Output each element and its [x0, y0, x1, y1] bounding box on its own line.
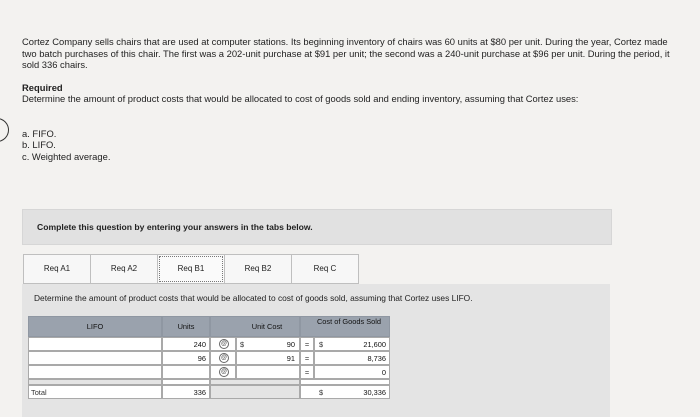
- row1-description-input[interactable]: [28, 337, 162, 351]
- tab-req-c[interactable]: Req C: [291, 254, 359, 284]
- header-units-label: Units: [177, 322, 195, 331]
- option-a: a. FIFO.: [22, 127, 57, 139]
- required-heading: Required: [22, 81, 63, 93]
- instruction-text: Complete this question by entering your answers in the tabs below.: [37, 222, 313, 232]
- question-text: Determine the amount of product costs that would be allocated to cost of goods sold, assuming that Cortez uses LIFO.: [34, 293, 473, 303]
- total-units-value: 336: [193, 388, 206, 397]
- at-icon: @: [220, 341, 228, 347]
- required-text: Determine the amount of product costs that would be allocated to cost of goods sold and ending inventory, assuming that Cortez uses:: [22, 93, 579, 104]
- at-icon: @: [220, 355, 228, 361]
- header-cogs-label: Cost of Goods Sold: [316, 317, 382, 326]
- problem-text: Cortez Company sells chairs that are used at computer stations. Its beginning inventory of chairs was 60 units at $80 per unit. During the year, Cortez made two batch purchases of this chair. The first was a 202-unit purchase at $91 per unit; the second was a 240-unit purchase at $96 per unit. During the period, it sold 336 chairs.: [22, 36, 670, 70]
- total-label: Total: [31, 388, 47, 397]
- row2-unit-cost-value: 91: [286, 354, 295, 363]
- page-edge-bracket: [0, 118, 9, 142]
- header-method-label: LIFO: [86, 322, 104, 331]
- tab-req-a2[interactable]: Req A2: [90, 254, 158, 284]
- row1-cogs-value: 21,600: [363, 340, 386, 349]
- row2-units-value: 96: [197, 354, 206, 363]
- header-unit-cost-label: Unit Cost: [251, 322, 283, 331]
- row2-cogs-value: 8,736: [367, 354, 386, 363]
- problem-statement: [22, 36, 672, 162]
- tab-req-b1[interactable]: Req B1: [157, 254, 225, 284]
- at-icon: @: [220, 369, 228, 375]
- instruction-bar: [22, 209, 612, 245]
- row3-description-input[interactable]: [28, 365, 162, 379]
- equals-sign: =: [304, 340, 310, 349]
- row3-unit-cost-cell[interactable]: [236, 365, 300, 379]
- row3-units-cell[interactable]: [162, 365, 210, 379]
- dollar-sign: $: [318, 388, 324, 397]
- row2-description-input[interactable]: [28, 351, 162, 365]
- dollar-sign: $: [318, 340, 324, 349]
- total-unit-cost-cell: [210, 385, 300, 399]
- option-b: b. LIFO.: [22, 139, 56, 150]
- row1-units-value: 240: [193, 340, 206, 349]
- option-c: c. Weighted average.: [22, 150, 111, 162]
- row3-cogs-value: 0: [381, 368, 386, 377]
- equals-sign: =: [304, 354, 310, 363]
- equals-sign: =: [304, 368, 310, 377]
- tab-req-b2[interactable]: Req B2: [224, 254, 292, 284]
- total-cogs-value: 30,336: [363, 388, 386, 397]
- tab-req-a1[interactable]: Req A1: [23, 254, 91, 284]
- row1-unit-cost-value: 90: [286, 340, 295, 349]
- options-list: [22, 128, 672, 163]
- dollar-sign: $: [239, 340, 245, 349]
